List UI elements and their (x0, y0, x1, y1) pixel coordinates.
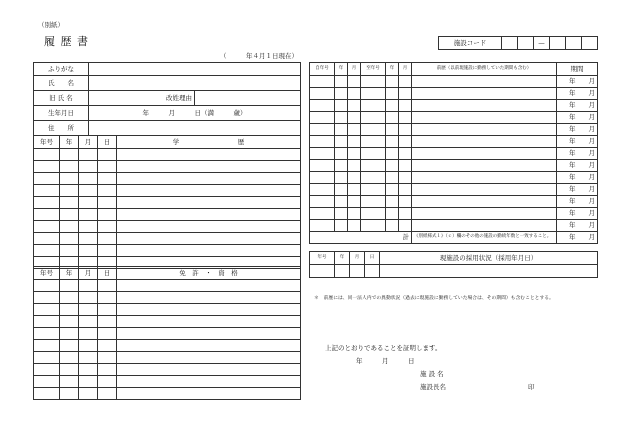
table-row (310, 172, 598, 184)
month-cell[interactable] (79, 280, 98, 292)
to-era-cell[interactable] (361, 136, 386, 148)
month-cell[interactable] (79, 233, 98, 245)
detail-cell[interactable] (117, 149, 301, 161)
from-era-cell[interactable] (310, 208, 335, 220)
table-row (34, 352, 301, 364)
month-cell[interactable] (79, 161, 98, 173)
from-year-cell[interactable] (335, 196, 348, 208)
page-title: 履 歴 書 (44, 35, 89, 48)
month-cell[interactable] (79, 328, 98, 340)
career-detail-cell[interactable] (412, 160, 557, 172)
to-era-cell[interactable] (361, 88, 386, 100)
hire-era-field[interactable] (310, 265, 335, 278)
detail-cell[interactable] (117, 161, 301, 173)
to-year-cell[interactable] (386, 208, 399, 220)
career-col-period: 期間 (557, 63, 598, 76)
to-month-cell[interactable] (399, 112, 412, 124)
month-cell[interactable] (79, 292, 98, 304)
edu-col-title: 学 歴 (117, 136, 301, 149)
period-cell: 年 月 (557, 172, 598, 184)
to-month-cell[interactable] (399, 220, 412, 232)
period-cell: 年 月 (557, 124, 598, 136)
from-era-cell[interactable] (310, 88, 335, 100)
month-cell[interactable] (79, 197, 98, 209)
birth-field[interactable]: 年 月 日（満 歳） (89, 106, 301, 121)
era-cell[interactable] (34, 304, 60, 316)
from-year-cell[interactable] (335, 124, 348, 136)
detail-cell[interactable] (117, 376, 301, 388)
table-row (34, 173, 301, 185)
table-row (310, 112, 598, 124)
month-cell[interactable] (79, 209, 98, 221)
era-cell[interactable] (34, 376, 60, 388)
to-month-cell[interactable] (399, 184, 412, 196)
facility-name-label: 施 設 名 (420, 370, 444, 378)
career-detail-cell[interactable] (412, 148, 557, 160)
hire-col-year: 年 (335, 252, 350, 265)
career-detail-cell[interactable] (412, 88, 557, 100)
from-month-cell[interactable] (348, 220, 361, 232)
from-month-cell[interactable] (348, 76, 361, 88)
to-month-cell[interactable] (399, 208, 412, 220)
year-cell[interactable] (60, 292, 79, 304)
detail-cell[interactable] (117, 173, 301, 185)
era-cell[interactable] (34, 280, 60, 292)
to-month-cell[interactable] (399, 172, 412, 184)
hire-year-field[interactable] (335, 265, 350, 278)
address-field[interactable] (89, 121, 301, 136)
personal-info-table (33, 62, 301, 136)
detail-cell[interactable] (117, 352, 301, 364)
period-cell: 年 月 (557, 184, 598, 196)
table-row (310, 196, 598, 208)
as-of-date: （ 年４月１日現在） (220, 52, 298, 60)
edu-col-month: 月 (79, 136, 98, 149)
era-cell[interactable] (34, 245, 60, 257)
from-era-cell[interactable] (310, 76, 335, 88)
career-col-to-month: 月 (399, 63, 412, 76)
period-cell: 年 月 (557, 88, 598, 100)
period-cell: 年 月 (557, 196, 598, 208)
from-era-cell[interactable] (310, 148, 335, 160)
detail-cell[interactable] (117, 233, 301, 245)
edu-col-year: 年 (60, 136, 79, 149)
day-cell[interactable] (98, 364, 117, 376)
era-cell[interactable] (34, 185, 60, 197)
lic-col-era: 年号 (34, 267, 60, 280)
detail-cell[interactable] (117, 304, 301, 316)
table-row (310, 88, 598, 100)
table-row (34, 388, 301, 400)
to-month-cell[interactable] (399, 148, 412, 160)
from-era-cell[interactable] (310, 124, 335, 136)
era-cell[interactable] (34, 292, 60, 304)
edu-col-day: 日 (98, 136, 117, 149)
day-cell[interactable] (98, 352, 117, 364)
from-year-cell[interactable] (335, 184, 348, 196)
address-label: 住 所 (34, 121, 89, 136)
from-month-cell[interactable] (348, 88, 361, 100)
table-row (34, 304, 301, 316)
era-cell[interactable] (34, 161, 60, 173)
table-row (310, 160, 598, 172)
facility-code-digit[interactable] (566, 37, 582, 50)
career-detail-cell[interactable] (412, 172, 557, 184)
day-cell[interactable] (98, 340, 117, 352)
table-row (34, 328, 301, 340)
lic-col-month: 月 (79, 267, 98, 280)
lic-col-year: 年 (60, 267, 79, 280)
to-era-cell[interactable] (361, 76, 386, 88)
rename-reason-label: 改姓理由 (166, 93, 192, 102)
from-month-cell[interactable] (348, 196, 361, 208)
day-cell[interactable] (98, 173, 117, 185)
to-era-cell[interactable] (361, 172, 386, 184)
table-row (34, 245, 301, 257)
year-cell[interactable] (60, 197, 79, 209)
table-row (310, 208, 598, 220)
to-year-cell[interactable] (386, 160, 399, 172)
hire-day-field[interactable] (365, 265, 380, 278)
day-cell[interactable] (98, 316, 117, 328)
table-row (34, 197, 301, 209)
to-month-cell[interactable] (399, 88, 412, 100)
career-detail-cell[interactable] (412, 100, 557, 112)
old-name-label: 旧 氏 名 (34, 91, 89, 106)
facility-code-label: 施設コード (439, 37, 502, 50)
to-year-cell[interactable] (386, 220, 399, 232)
day-cell[interactable] (98, 197, 117, 209)
to-era-cell[interactable] (361, 196, 386, 208)
from-year-cell[interactable] (335, 208, 348, 220)
from-month-cell[interactable] (348, 172, 361, 184)
day-cell[interactable] (98, 292, 117, 304)
from-month-cell[interactable] (348, 208, 361, 220)
career-detail-cell[interactable] (412, 76, 557, 88)
period-cell: 年 月 (557, 76, 598, 88)
from-year-cell[interactable] (335, 160, 348, 172)
from-year-cell[interactable] (335, 172, 348, 184)
table-row (310, 220, 598, 232)
era-cell[interactable] (34, 197, 60, 209)
year-cell[interactable] (60, 388, 79, 400)
table-row (34, 364, 301, 376)
month-cell[interactable] (79, 376, 98, 388)
from-year-cell[interactable] (335, 88, 348, 100)
facility-code-digit[interactable] (518, 37, 534, 50)
table-row (34, 185, 301, 197)
month-cell[interactable] (79, 304, 98, 316)
year-cell[interactable] (60, 209, 79, 221)
career-col-from-era: 自年号 (310, 63, 335, 76)
year-cell[interactable] (60, 340, 79, 352)
edu-col-era: 年号 (34, 136, 60, 149)
to-year-cell[interactable] (386, 172, 399, 184)
to-era-cell[interactable] (361, 112, 386, 124)
facility-code-digit[interactable] (502, 37, 518, 50)
from-month-cell[interactable] (348, 112, 361, 124)
from-month-cell[interactable] (348, 100, 361, 112)
director-name-label: 施設長名 (420, 383, 446, 391)
detail-cell[interactable] (117, 328, 301, 340)
to-era-cell[interactable] (361, 148, 386, 160)
to-era-cell[interactable] (361, 100, 386, 112)
from-month-cell[interactable] (348, 184, 361, 196)
month-cell[interactable] (79, 388, 98, 400)
period-cell: 年 月 (557, 148, 598, 160)
to-year-cell[interactable] (386, 100, 399, 112)
career-total-period: 年 月 (557, 232, 598, 244)
to-year-cell[interactable] (386, 76, 399, 88)
period-cell: 年 月 (557, 208, 598, 220)
table-row (34, 340, 301, 352)
period-cell: 年 月 (557, 160, 598, 172)
from-year-cell[interactable] (335, 136, 348, 148)
to-year-cell[interactable] (386, 184, 399, 196)
from-month-cell[interactable] (348, 148, 361, 160)
era-cell[interactable] (34, 233, 60, 245)
period-cell: 年 月 (557, 136, 598, 148)
detail-cell[interactable] (117, 316, 301, 328)
old-name-field[interactable] (89, 91, 195, 106)
facility-code-digit[interactable] (550, 37, 566, 50)
day-cell[interactable] (98, 149, 117, 161)
career-total-row (310, 232, 598, 244)
from-era-cell[interactable] (310, 160, 335, 172)
detail-cell[interactable] (117, 364, 301, 376)
table-row (34, 376, 301, 388)
month-cell[interactable] (79, 149, 98, 161)
facility-code-digit[interactable] (582, 37, 598, 50)
era-cell[interactable] (34, 173, 60, 185)
career-detail-cell[interactable] (412, 220, 557, 232)
detail-cell[interactable] (117, 388, 301, 400)
from-year-cell[interactable] (335, 220, 348, 232)
detail-cell[interactable] (117, 280, 301, 292)
year-cell[interactable] (60, 221, 79, 233)
table-row (34, 280, 301, 292)
facility-code-box (438, 36, 598, 50)
to-year-cell[interactable] (386, 196, 399, 208)
to-era-cell[interactable] (361, 160, 386, 172)
table-row (310, 76, 598, 88)
day-cell[interactable] (98, 221, 117, 233)
year-cell[interactable] (60, 376, 79, 388)
month-cell[interactable] (79, 245, 98, 257)
table-row (34, 221, 301, 233)
education-table (33, 135, 301, 269)
era-cell[interactable] (34, 364, 60, 376)
from-year-cell[interactable] (335, 76, 348, 88)
from-month-cell[interactable] (348, 160, 361, 172)
lic-col-day: 日 (98, 267, 117, 280)
era-cell[interactable] (34, 328, 60, 340)
to-month-cell[interactable] (399, 160, 412, 172)
detail-cell[interactable] (117, 221, 301, 233)
to-era-cell[interactable] (361, 208, 386, 220)
day-cell[interactable] (98, 388, 117, 400)
year-cell[interactable] (60, 173, 79, 185)
year-cell[interactable] (60, 161, 79, 173)
career-detail-cell[interactable] (412, 184, 557, 196)
from-era-cell[interactable] (310, 184, 335, 196)
to-month-cell[interactable] (399, 76, 412, 88)
day-cell[interactable] (98, 185, 117, 197)
detail-cell[interactable] (117, 245, 301, 257)
table-row (34, 209, 301, 221)
name-field[interactable] (89, 76, 301, 91)
detail-cell[interactable] (117, 340, 301, 352)
month-cell[interactable] (79, 316, 98, 328)
hire-col-era: 年号 (310, 252, 335, 265)
from-month-cell[interactable] (348, 124, 361, 136)
from-era-cell[interactable] (310, 112, 335, 124)
table-row (310, 124, 598, 136)
detail-cell[interactable] (117, 185, 301, 197)
to-year-cell[interactable] (386, 124, 399, 136)
era-cell[interactable] (34, 352, 60, 364)
table-row (310, 100, 598, 112)
year-cell[interactable] (60, 328, 79, 340)
career-col-from-month: 月 (348, 63, 361, 76)
era-cell[interactable] (34, 340, 60, 352)
table-row (34, 233, 301, 245)
career-col-from-year: 年 (335, 63, 348, 76)
day-cell[interactable] (98, 209, 117, 221)
from-era-cell[interactable] (310, 220, 335, 232)
hire-detail-field[interactable] (380, 265, 598, 278)
day-cell[interactable] (98, 328, 117, 340)
lic-col-title: 免 許 ・ 資 格 (117, 267, 301, 280)
day-cell[interactable] (98, 280, 117, 292)
furigana-field[interactable] (89, 63, 301, 76)
from-era-cell[interactable] (310, 172, 335, 184)
era-cell[interactable] (34, 388, 60, 400)
year-cell[interactable] (60, 364, 79, 376)
era-cell[interactable] (34, 209, 60, 221)
year-cell[interactable] (60, 304, 79, 316)
hire-table (309, 251, 598, 290)
month-cell[interactable] (79, 364, 98, 376)
career-detail-cell[interactable] (412, 124, 557, 136)
career-col-to-year: 年 (386, 63, 399, 76)
rename-reason-field[interactable] (195, 91, 301, 106)
name-label: 氏 名 (34, 76, 89, 91)
to-month-cell[interactable] (399, 124, 412, 136)
career-col-title: 前歴（以前現施設に勤務していた期間も含む） (412, 63, 557, 76)
career-table (309, 62, 598, 244)
furigana-label: ふりがな (34, 63, 89, 76)
table-row (34, 316, 301, 328)
year-cell[interactable] (60, 352, 79, 364)
hire-col-day: 日 (365, 252, 380, 265)
career-total-label: 計 (310, 232, 412, 244)
career-detail-cell[interactable] (412, 112, 557, 124)
year-cell[interactable] (60, 185, 79, 197)
from-year-cell[interactable] (335, 112, 348, 124)
table-row (34, 161, 301, 173)
to-era-cell[interactable] (361, 220, 386, 232)
day-cell[interactable] (98, 233, 117, 245)
to-era-cell[interactable] (361, 184, 386, 196)
month-cell[interactable] (79, 185, 98, 197)
from-year-cell[interactable] (335, 148, 348, 160)
month-cell[interactable] (79, 340, 98, 352)
month-cell[interactable] (79, 173, 98, 185)
hire-col-month: 月 (350, 252, 365, 265)
table-row (310, 148, 598, 160)
from-month-cell[interactable] (348, 136, 361, 148)
detail-cell[interactable] (117, 209, 301, 221)
to-month-cell[interactable] (399, 196, 412, 208)
career-footnote: ＊ 前歴には、同一法人内での異動状況（過去に現施設に勤務していた場合は、その期間）も含むこととする。 (314, 296, 554, 301)
detail-cell[interactable] (117, 197, 301, 209)
from-era-cell[interactable] (310, 100, 335, 112)
career-detail-cell[interactable] (412, 196, 557, 208)
detail-cell[interactable] (117, 292, 301, 304)
era-cell[interactable] (34, 221, 60, 233)
hire-month-field[interactable] (350, 265, 365, 278)
period-cell: 年 月 (557, 220, 598, 232)
table-row (310, 184, 598, 196)
from-year-cell[interactable] (335, 100, 348, 112)
table-row (34, 149, 301, 161)
to-year-cell[interactable] (386, 88, 399, 100)
to-year-cell[interactable] (386, 136, 399, 148)
to-year-cell[interactable] (386, 112, 399, 124)
hire-col-title: 現施設の採用状況（採用年月日） (380, 252, 598, 265)
career-col-to-era: 至年号 (361, 63, 386, 76)
from-era-cell[interactable] (310, 196, 335, 208)
certify-statement: 上記のとおりであることを証明します。 (325, 344, 442, 352)
day-cell[interactable] (98, 304, 117, 316)
year-cell[interactable] (60, 280, 79, 292)
day-cell[interactable] (98, 245, 117, 257)
career-detail-cell[interactable] (412, 136, 557, 148)
birth-label: 生年月日 (34, 106, 89, 121)
month-cell[interactable] (79, 221, 98, 233)
annex-label: （別紙） (38, 21, 64, 29)
to-year-cell[interactable] (386, 148, 399, 160)
career-total-note: 《別紙様式１》（ｃ）欄のその他の施設の勤続年数と一致すること。 (412, 232, 557, 244)
seal-mark: 印 (528, 383, 535, 391)
to-month-cell[interactable] (399, 136, 412, 148)
year-cell[interactable] (60, 233, 79, 245)
table-row (310, 136, 598, 148)
day-cell[interactable] (98, 161, 117, 173)
career-detail-cell[interactable] (412, 208, 557, 220)
license-table (33, 266, 301, 400)
to-month-cell[interactable] (399, 100, 412, 112)
day-cell[interactable] (98, 376, 117, 388)
period-cell: 年 月 (557, 112, 598, 124)
era-cell[interactable] (34, 149, 60, 161)
era-cell[interactable] (34, 316, 60, 328)
year-cell[interactable] (60, 316, 79, 328)
year-cell[interactable] (60, 245, 79, 257)
certify-date: 年 月 日 (356, 357, 415, 365)
facility-code-separator: — (534, 37, 550, 50)
period-cell: 年 月 (557, 100, 598, 112)
year-cell[interactable] (60, 149, 79, 161)
table-row (34, 292, 301, 304)
from-era-cell[interactable] (310, 136, 335, 148)
month-cell[interactable] (79, 352, 98, 364)
to-era-cell[interactable] (361, 124, 386, 136)
